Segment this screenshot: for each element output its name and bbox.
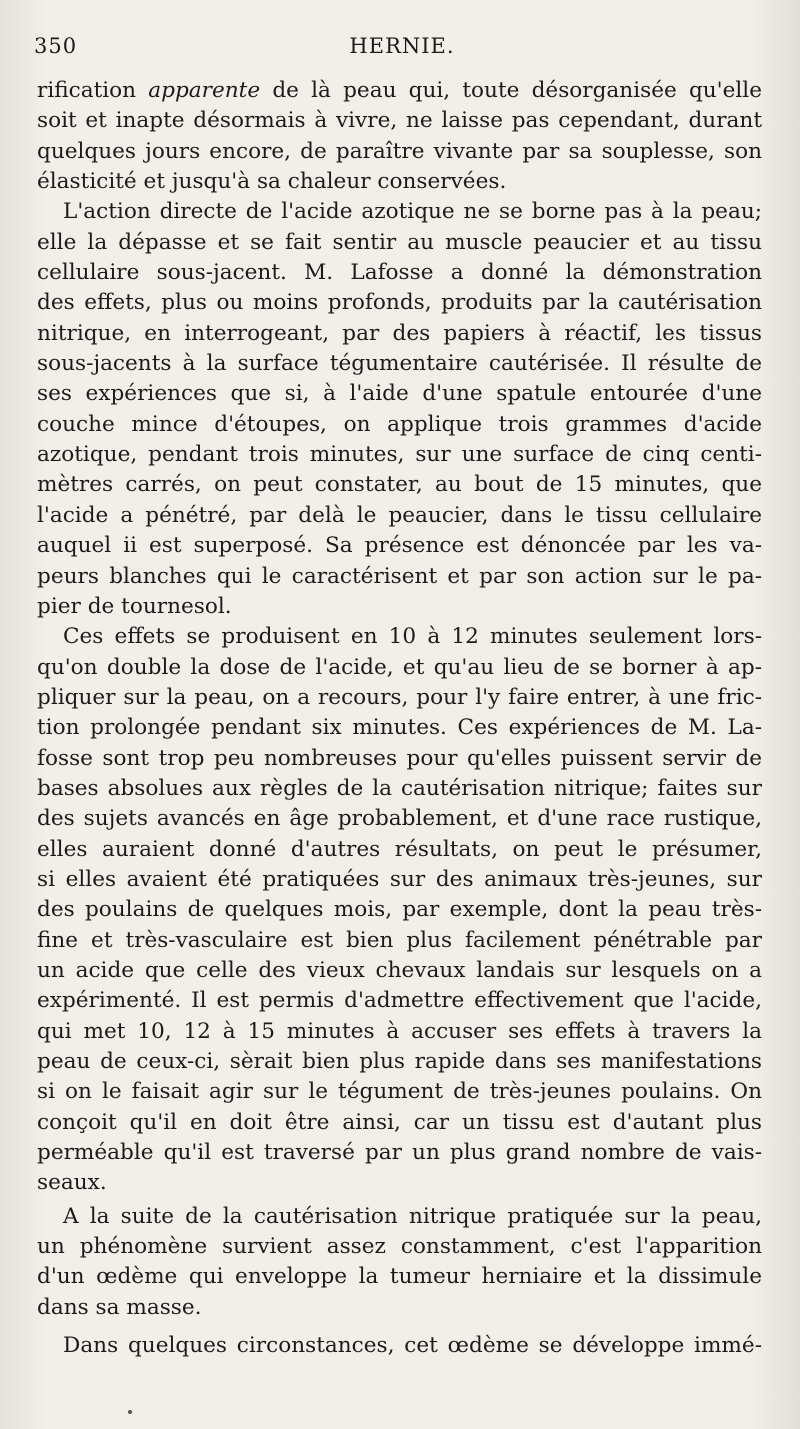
text-line: des sujets avancés en âge probablement, et d'une race rustique, (37, 806, 762, 832)
text-line: si on le faisait agir sur le tégument de très-jeunes poulains. On (37, 1079, 762, 1105)
text-line: L'action directe de l'acide azotique ne se borne pas à la peau; (63, 199, 762, 225)
text-line: quelques jours encore, de paraître vivante par sa souplesse, son (37, 138, 762, 164)
text-line: des effets, plus ou moins profonds, produits par la cautérisation (37, 290, 762, 316)
text-line: perméable qu'il est traversé par un plus grand nombre de vais- (37, 1140, 762, 1166)
text-line: elles auraient donné d'autres résultats, on peut le présumer, (37, 836, 762, 862)
text-line: fosse sont trop peu nombreuses pour qu'elles puissent servir de (37, 745, 762, 771)
text-line: des poulains de quelques mois, par exemple, dont la peau très- (37, 897, 762, 923)
text-line: dans sa masse. (37, 1294, 202, 1320)
text-line: expérimenté. Il est permis d'admettre effectivement que l'acide, (37, 988, 762, 1014)
page-number: 350 (34, 34, 78, 58)
text-line: élasticité et jusqu'à sa chaleur conservées. (37, 169, 507, 195)
running-title: HERNIE. (349, 34, 455, 58)
text-line: tion prolongée pendant six minutes. Ces expériences de M. La- (37, 715, 762, 741)
text-line: seaux. (37, 1170, 107, 1196)
text-line: ses expériences que si, à l'aide d'une spatule entourée d'une (37, 381, 762, 407)
text-span: rification (37, 78, 149, 103)
text-line: bases absolues aux règles de la cautérisation nitrique; faites sur (37, 775, 762, 801)
text-line: un acide que celle des vieux chevaux landais sur lesquels on a (37, 957, 762, 983)
text-line: soit et inapte désormais à vivre, ne laisse pas cependant, durant (37, 108, 762, 134)
text-span: de là peau qui, toute désorganisée qu'elle (260, 78, 762, 103)
text-line: nitrique, en interrogeant, par des papiers à réactif, les tissus (37, 320, 762, 346)
text-line: peurs blanches qui le caractérisent et par son action sur le pa- (37, 563, 762, 589)
body-text (37, 76, 762, 1361)
text-line: mètres carrés, on peut constater, au bout de 15 minutes, que (37, 472, 762, 498)
text-line: couche mince d'étoupes, on applique trois grammes d'acide (37, 411, 762, 437)
text-line (37, 76, 762, 106)
paragraph-gap (37, 1323, 762, 1331)
text-line: pliquer sur la peau, on a recours, pour l'y faire entrer, à une fric- (37, 684, 762, 710)
text-line: auquel ii est superposé. Sa présence est dénoncée par les va- (37, 533, 762, 559)
italic-word: apparente (148, 78, 261, 103)
text-line: qui met 10, 12 à 15 minutes à accuser ses effets à travers la (37, 1018, 762, 1044)
page-header (34, 34, 770, 64)
text-line: fine et très-vasculaire est bien plus facilement pénétrable par (37, 927, 762, 953)
text-line: qu'on double la dose de l'acide, et qu'au lieu de se borner à ap- (37, 654, 762, 680)
text-line: un phénomène survient assez constamment, c'est l'apparition (37, 1234, 762, 1260)
text-line: peau de ceux-ci, sèrait bien plus rapide dans ses manifestations (37, 1049, 762, 1074)
text-line: Ces effets se produisent en 10 à 12 minutes seulement lors- (63, 624, 762, 650)
text-line: pier de tournesol. (37, 593, 232, 619)
text-line: A la suite de la cautérisation nitrique pratiquée sur la peau, (63, 1203, 762, 1229)
text-line: d'un œdème qui enveloppe la tumeur herniaire et la dissimule (37, 1264, 762, 1290)
text-line: azotique, pendant trois minutes, sur une surface de cinq centi- (37, 442, 762, 468)
ink-speck (128, 1410, 132, 1414)
text-line: cellulaire sous-jacent. M. Lafosse a donné la démonstration (37, 260, 762, 286)
text-line: sous-jacents à la surface tégumentaire cautérisée. Il résulte de (37, 351, 762, 377)
text-line: elle la dépasse et se fait sentir au muscle peaucier et au tissu (37, 229, 762, 255)
text-line: l'acide a pénétré, par delà le peaucier, dans le tissu cellulaire (37, 502, 762, 528)
text-line: Dans quelques circonstances, cet œdème se développe immé- (63, 1333, 762, 1359)
text-line: si elles avaient été pratiquées sur des animaux très-jeunes, sur (37, 866, 762, 892)
text-line: conçoit qu'il en doit être ainsi, car un tissu est d'autant plus (37, 1109, 762, 1135)
